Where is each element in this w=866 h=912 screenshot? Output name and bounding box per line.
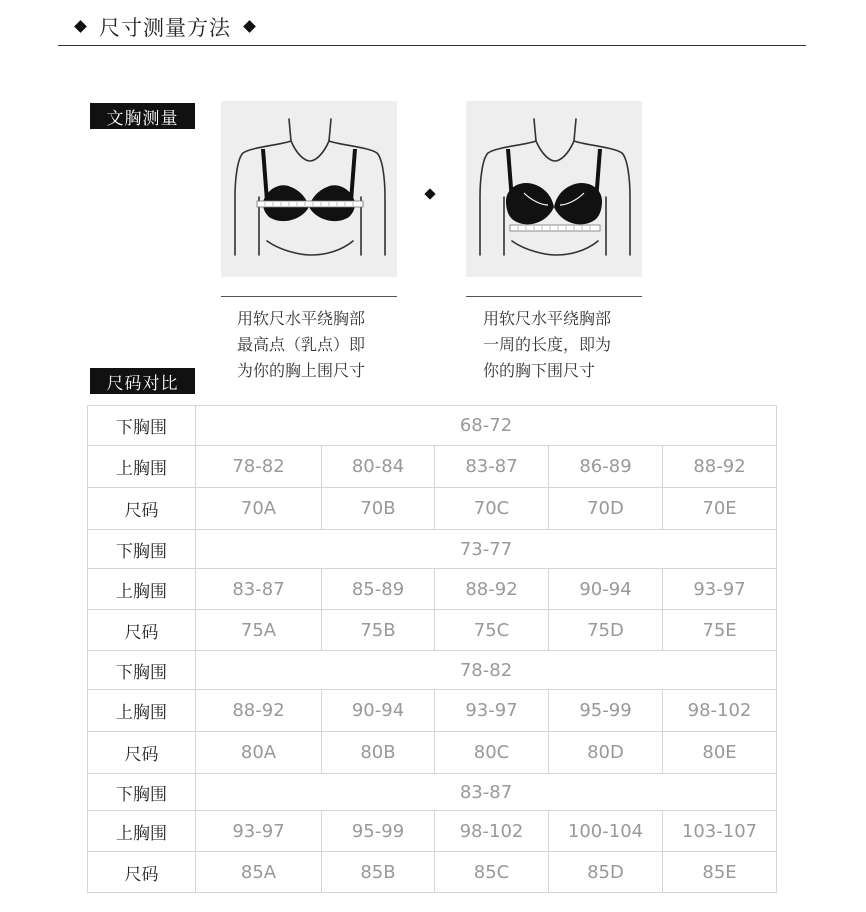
size-value: 70B xyxy=(322,488,435,530)
upper-bust-range: 93-97 xyxy=(196,811,322,852)
caption-divider xyxy=(466,296,642,297)
size-value: 85C xyxy=(435,852,549,893)
section-label-size: 尺码对比 xyxy=(90,368,195,394)
size-value: 80D xyxy=(549,732,663,774)
size-value: 80C xyxy=(435,732,549,774)
row-label-upper-bust: 上胸围 xyxy=(88,569,196,610)
row-label-upper-bust: 上胸围 xyxy=(88,811,196,852)
upper-bust-range: 95-99 xyxy=(549,690,663,732)
bra-upper-bust-icon xyxy=(221,101,397,277)
size-value: 80A xyxy=(196,732,322,774)
row-label-upper-bust: 上胸围 xyxy=(88,690,196,732)
under-bust-range: 73-77 xyxy=(196,530,777,569)
upper-bust-range: 98-102 xyxy=(663,690,777,732)
row-label-size: 尺码 xyxy=(88,732,196,774)
size-value: 80E xyxy=(663,732,777,774)
caption-line: 一周的长度，即为 xyxy=(483,335,612,354)
header xyxy=(58,8,806,46)
upper-bust-range: 85-89 xyxy=(322,569,435,610)
table-row-under-bust xyxy=(88,406,777,446)
upper-bust-range: 90-94 xyxy=(322,690,435,732)
upper-bust-range: 88-92 xyxy=(196,690,322,732)
size-value: 75B xyxy=(322,610,435,651)
size-value: 85A xyxy=(196,852,322,893)
page-title: 尺寸测量方法 xyxy=(99,15,231,40)
upper-bust-range: 93-97 xyxy=(663,569,777,610)
upper-bust-range: 78-82 xyxy=(196,446,322,488)
caption-divider xyxy=(221,296,397,297)
table-row-under-bust xyxy=(88,774,777,811)
upper-bust-range: 83-87 xyxy=(435,446,549,488)
size-value: 75A xyxy=(196,610,322,651)
lower-bust-illustration xyxy=(466,101,642,277)
row-label-under-bust: 下胸围 xyxy=(88,774,196,811)
under-bust-range: 78-82 xyxy=(196,651,777,690)
upper-bust-range: 95-99 xyxy=(322,811,435,852)
size-value: 85E xyxy=(663,852,777,893)
upper-bust-illustration xyxy=(221,101,397,277)
row-label-under-bust: 下胸围 xyxy=(88,530,196,569)
diamond-icon xyxy=(74,20,87,33)
size-chart-table xyxy=(87,405,777,893)
row-label-under-bust: 下胸围 xyxy=(88,651,196,690)
bra-lower-bust-icon xyxy=(466,101,642,277)
row-label-upper-bust: 上胸围 xyxy=(88,446,196,488)
diamond-icon xyxy=(243,20,256,33)
upper-bust-range: 88-92 xyxy=(435,569,549,610)
table-row-upper-bust xyxy=(88,569,777,610)
diamond-icon xyxy=(424,188,435,199)
upper-bust-range: 98-102 xyxy=(435,811,549,852)
caption-line: 为你的胸上围尺寸 xyxy=(237,361,366,380)
size-value: 80B xyxy=(322,732,435,774)
size-value: 75E xyxy=(663,610,777,651)
upper-bust-range: 100-104 xyxy=(549,811,663,852)
size-value: 75D xyxy=(549,610,663,651)
size-value: 85B xyxy=(322,852,435,893)
row-label-size: 尺码 xyxy=(88,610,196,651)
row-label-size: 尺码 xyxy=(88,488,196,530)
size-value: 75C xyxy=(435,610,549,651)
under-bust-range: 83-87 xyxy=(196,774,777,811)
table-row-size xyxy=(88,610,777,651)
upper-bust-range: 93-97 xyxy=(435,690,549,732)
table-row-upper-bust xyxy=(88,811,777,852)
upper-bust-range: 80-84 xyxy=(322,446,435,488)
caption-line: 你的胸下围尺寸 xyxy=(483,361,596,380)
lower-bust-caption xyxy=(483,306,611,384)
section-label-measure: 文胸测量 xyxy=(90,103,195,129)
table-row-size xyxy=(88,852,777,893)
caption-line: 用软尺水平绕胸部 xyxy=(483,309,612,328)
size-value: 70A xyxy=(196,488,322,530)
upper-bust-caption xyxy=(237,306,365,384)
caption-line: 用软尺水平绕胸部 xyxy=(237,309,366,328)
size-value: 70E xyxy=(663,488,777,530)
table-row-upper-bust xyxy=(88,446,777,488)
row-label-under-bust: 下胸围 xyxy=(88,406,196,446)
caption-line: 最高点（乳点）即 xyxy=(237,335,366,354)
table-row-under-bust xyxy=(88,651,777,690)
row-label-size: 尺码 xyxy=(88,852,196,893)
table-row-under-bust xyxy=(88,530,777,569)
upper-bust-range: 88-92 xyxy=(663,446,777,488)
size-value: 85D xyxy=(549,852,663,893)
size-value: 70D xyxy=(549,488,663,530)
upper-bust-range: 103-107 xyxy=(663,811,777,852)
table-row-size xyxy=(88,488,777,530)
upper-bust-range: 83-87 xyxy=(196,569,322,610)
size-value: 70C xyxy=(435,488,549,530)
under-bust-range: 68-72 xyxy=(196,406,777,446)
upper-bust-range: 90-94 xyxy=(549,569,663,610)
upper-bust-range: 86-89 xyxy=(549,446,663,488)
table-row-size xyxy=(88,732,777,774)
table-row-upper-bust xyxy=(88,690,777,732)
